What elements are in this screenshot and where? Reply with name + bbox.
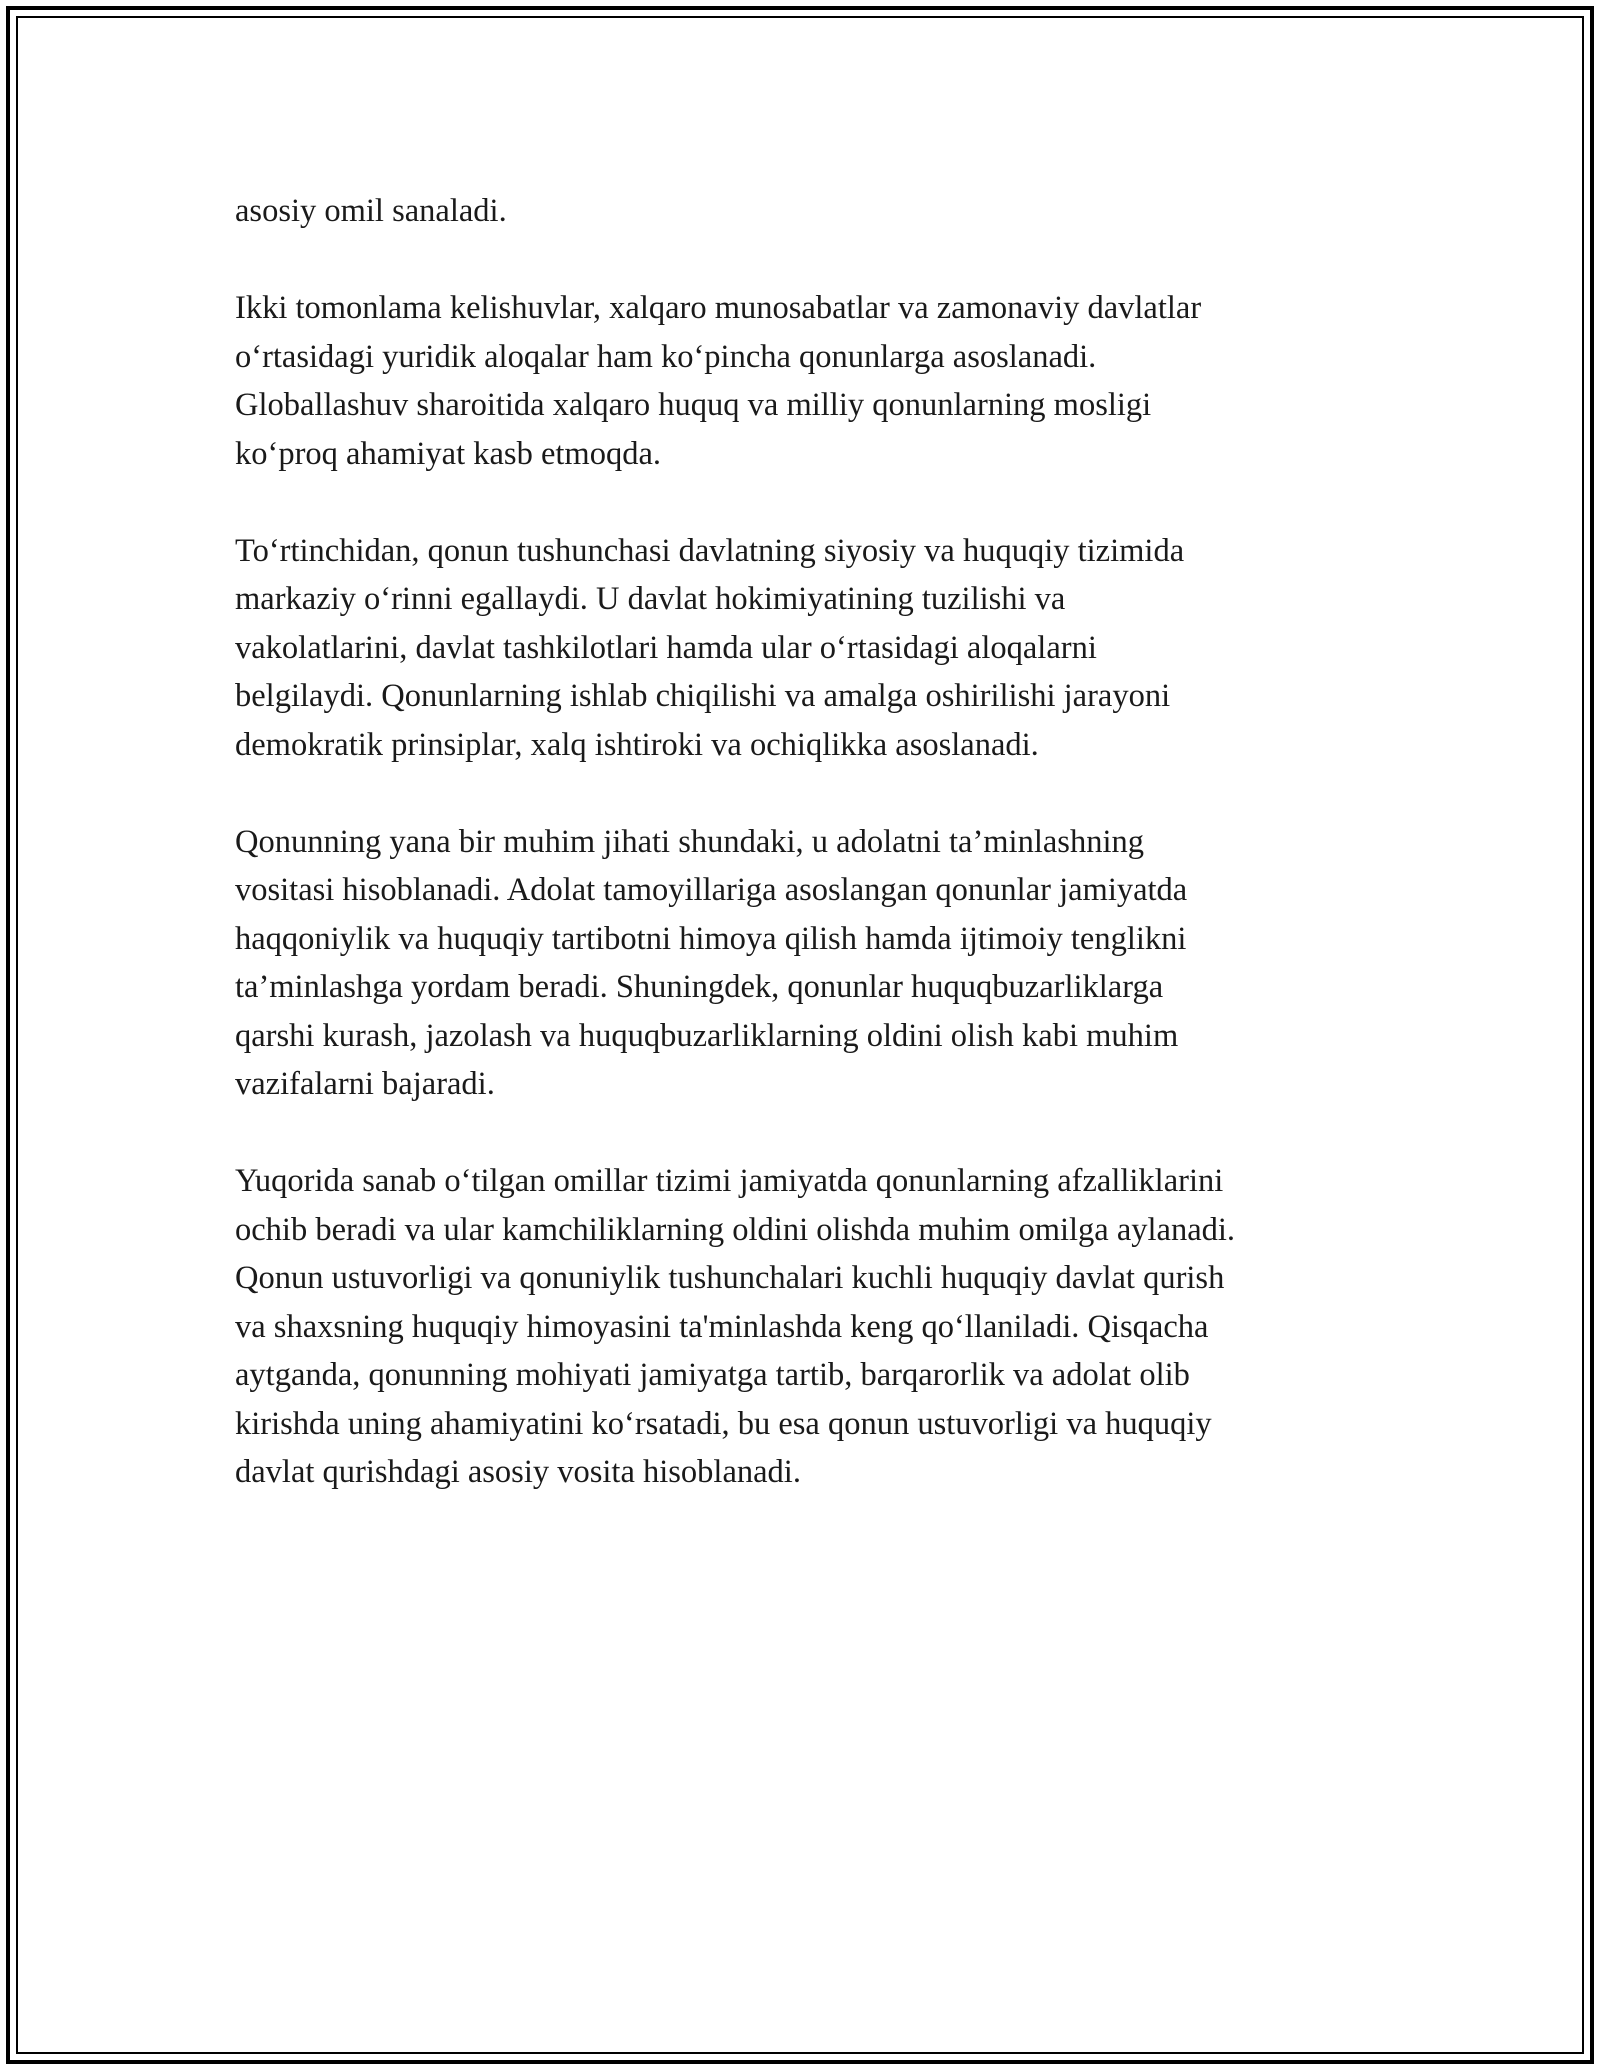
- paragraph: [235, 818, 1375, 1109]
- text-line: haqqoniylik va huquqiy tartibotni himoya qilish hamda ijtimoiy tenglikni: [235, 920, 1187, 957]
- text-line: aytganda, qonunning mohiyati jamiyatga tartib, barqarorlik va adolat olib: [235, 1357, 1190, 1393]
- text-line: Qonun ustuvorligi va qonuniylik tushunchalari kuchli huquqiy davlat qurish: [235, 1260, 1225, 1296]
- paragraph: [235, 1157, 1375, 1497]
- text-line: To‘rtinchidan, qonun tushunchasi davlatning siyosiy va huquqiy tizimida: [235, 532, 1185, 569]
- text-line: davlat qurishdagi asosiy vosita hisoblanadi.: [235, 1454, 801, 1490]
- text-line: kirishda uning ahamiyatini ko‘rsatadi, bu esa qonun ustuvorligi va huquqiy: [235, 1405, 1212, 1442]
- text-line: va shaxsning huquqiy himoyasini ta'minlashda keng qo‘llaniladi. Qisqacha: [235, 1308, 1209, 1345]
- text-line: qarshi kurash, jazolash va huquqbuzarliklarning oldini olish kabi muhim: [235, 1017, 1179, 1054]
- paragraph: [235, 284, 1375, 478]
- text-line: Ikki tomonlama kelishuvlar, xalqaro munosabatlar va zamonaviy davlatlar: [235, 290, 1202, 326]
- text-line: o‘rtasidagi yuridik aloqalar ham ko‘pincha qonunlarga asoslanadi.: [235, 338, 1097, 375]
- text-line: vazifalarni bajaradi.: [235, 1066, 495, 1102]
- text-line: ko‘proq ahamiyat kasb etmoqda.: [235, 435, 661, 472]
- text-line: demokratik prinsiplar, xalq ishtiroki va ochiqlikka asoslanadi.: [235, 726, 1039, 763]
- text-line: Qonunning yana bir muhim jihati shundaki, u adolatni ta’minlashning: [235, 823, 1144, 860]
- text-line: markaziy o‘rinni egallaydi. U davlat hokimiyatining tuzilishi va: [235, 581, 1066, 617]
- text-line: Yuqorida sanab o‘tilgan omillar tizimi jamiyatda qonunlarning afzalliklarini: [235, 1163, 1224, 1199]
- text-line: vositasi hisoblanadi. Adolat tamoyillariga asoslangan qonunlar jamiyatda: [235, 872, 1188, 908]
- text-line: Globallashuv sharoitida xalqaro huquq va milliy qonunlarning mosligi: [235, 387, 1152, 423]
- paragraph: [235, 187, 1375, 236]
- paragraph: [235, 527, 1375, 770]
- text-line: belgilaydi. Qonunlarning ishlab chiqilishi va amalga oshirilishi jarayoni: [235, 678, 1171, 714]
- text-line: asosiy omil sanaladi.: [235, 193, 507, 229]
- document-body: [235, 187, 1375, 1545]
- text-line: vakolatlarini, davlat tashkilotlari hamda ular o‘rtasidagi aloqalarni: [235, 629, 1097, 666]
- text-line: ochib beradi va ular kamchiliklarning oldini olishda muhim omilga aylanadi.: [235, 1211, 1236, 1248]
- text-line: ta’minlashga yordam beradi. Shuningdek, qonunlar huquqbuzarliklarga: [235, 969, 1164, 1005]
